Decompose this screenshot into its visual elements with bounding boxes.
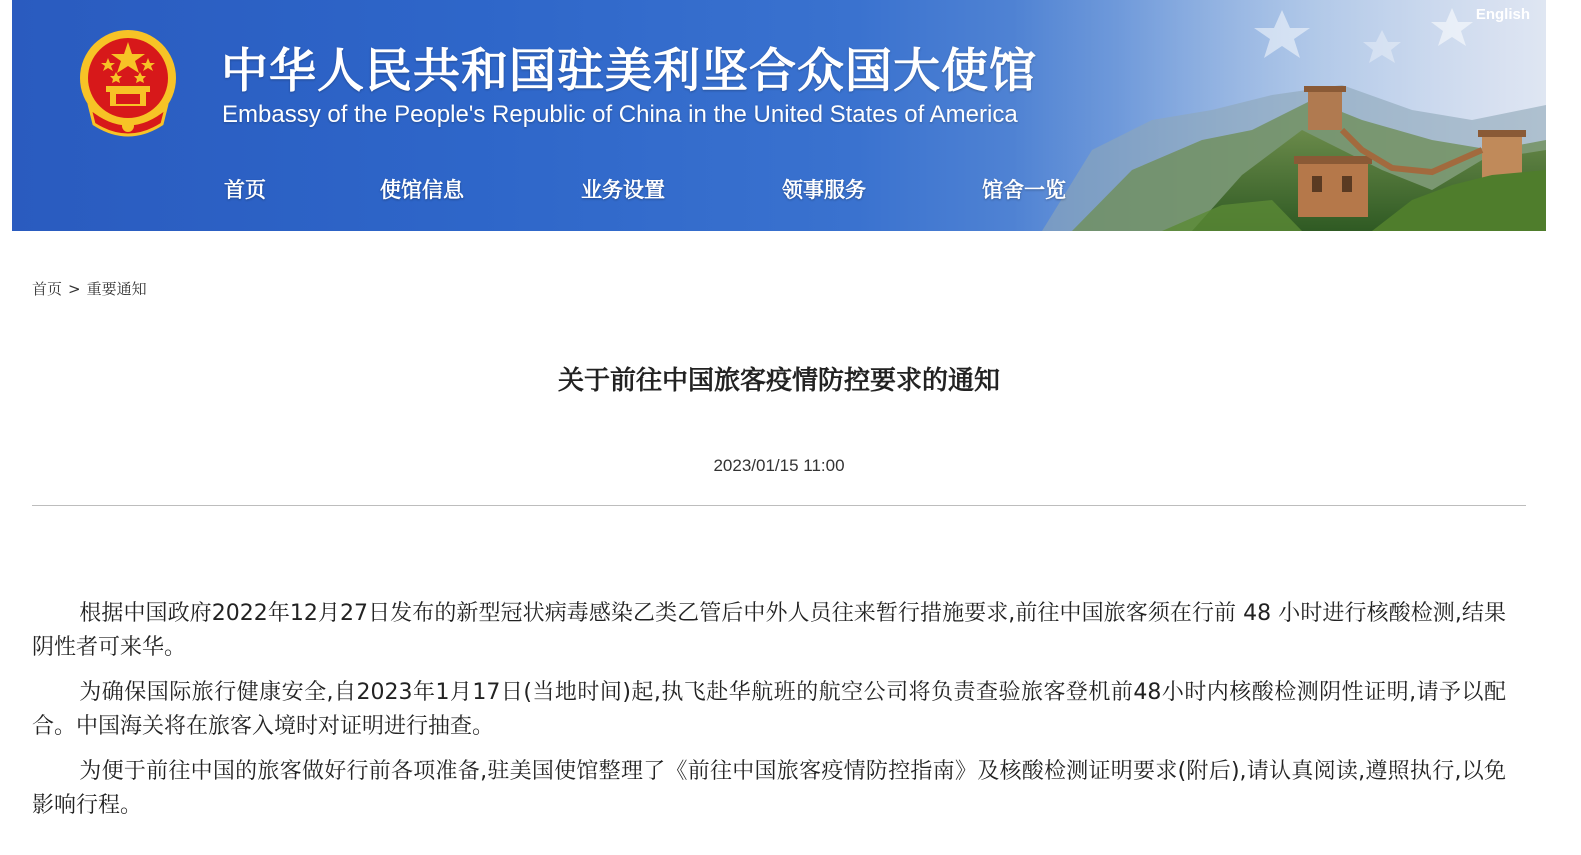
header-banner [12, 0, 1546, 231]
article-paragraph: 根据中国政府2022年12月27日发布的新型冠状病毒感染乙类乙管后中外人员往来暂行措施要求,前往中国旅客须在行前 48 小时进行核酸检测,结果阴性者可来华。 [32, 601, 1506, 660]
breadcrumb-separator: > [68, 280, 81, 298]
nav-item-home[interactable]: 首页 [224, 178, 266, 202]
nav-item-premises[interactable]: 馆舍一览 [982, 178, 1066, 202]
main-navigation [12, 174, 1546, 210]
national-emblem-icon [76, 28, 180, 138]
site-title-english: Embassy of the People's Republic of China in the United States of America [222, 101, 1018, 128]
article-paragraph: 为便于前往中国的旅客做好行前各项准备,驻美国使馆整理了《前往中国旅客疫情防控指南》及核酸检测证明要求(附后),请认真阅读,遵照执行,以免影响行程。 [32, 759, 1506, 818]
article-paragraph: 为确保国际旅行健康安全,自2023年1月17日(当地时间)起,执飞赴华航班的航空公司将负责查验旅客登机前48小时内核酸检测阴性证明,请予以配合。中国海关将在旅客入境时对证明进行抽查。 [32, 680, 1506, 739]
article-date: 2023/01/15 11:00 [713, 456, 845, 475]
site-title-chinese: 中华人民共和国驻美利坚合众国大使馆 [221, 44, 1037, 99]
breadcrumb [32, 278, 147, 299]
breadcrumb-current-link[interactable]: 重要通知 [86, 280, 147, 298]
english-language-link[interactable]: English [1475, 6, 1530, 23]
title-divider [32, 505, 1526, 506]
nav-item-embassy-info[interactable]: 使馆信息 [380, 178, 464, 202]
nav-item-consular-services[interactable]: 领事服务 [782, 178, 866, 202]
article-body [32, 597, 1506, 834]
article-title: 关于前往中国旅客疫情防控要求的通知 [557, 366, 1000, 396]
breadcrumb-home-link[interactable]: 首页 [32, 280, 63, 298]
nav-item-business[interactable]: 业务设置 [581, 178, 665, 202]
